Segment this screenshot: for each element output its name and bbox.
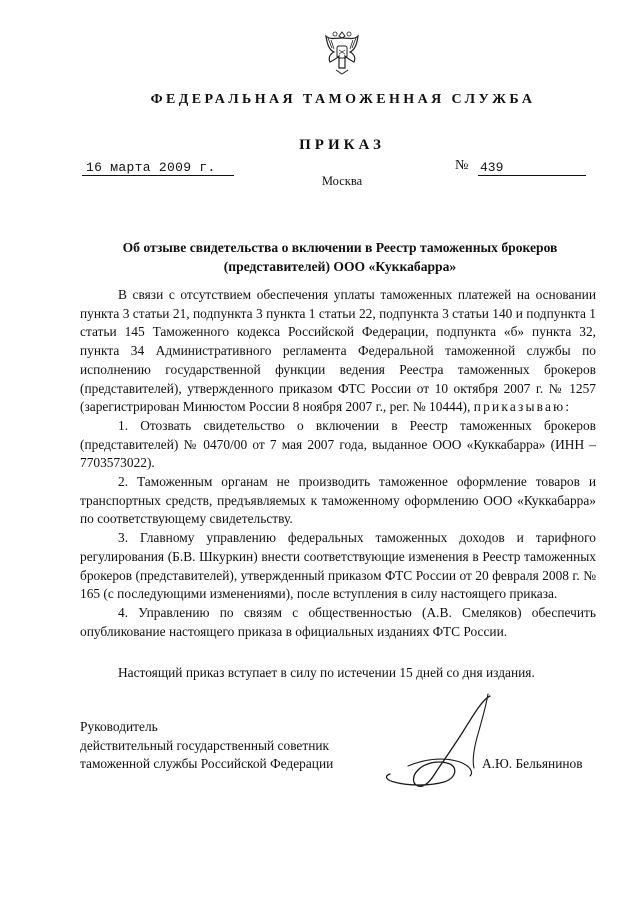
intro-text: В связи с отсутствием обеспечения уплаты таможенных платежей на основании пункта 3 статьи 21, подпункта 3 пункта 1 статьи 22, подпункта 3 статьи 140 и подпункта 1 статьи 145 Таможенного кодекса Российской Федерации, подпункта «б» пункта 32, пункта 34 Административного регламента Федеральной таможенной службы по исполнению государственной функции ведения Реестра таможенных брокеров (представителей), утвержденного приказом ФТС России от 10 октября 2007 г. № 1257 (зарегистрирован Минюстом России 8 ноября 2007 г., рег. № 10444),	[80, 287, 596, 415]
city: Москва	[321, 174, 363, 188]
order-number: 439	[478, 160, 586, 176]
signatory-title	[80, 718, 333, 774]
subject-line-1: Об отзыве свидетельства о включении в Реестр таможенных брокеров	[122, 240, 558, 255]
order-item-1: 1. Отозвать свидетельство о включении в Реестр таможенных брокеров (представителей) № 0470/00 от 7 мая 2007 года, выданное ООО «Куккабарра» (ИНН – 7703573022).	[80, 417, 596, 471]
signatory-title-line-3: таможенной службы Российской Федерации	[80, 756, 334, 772]
agency-name: ФЕДЕРАЛЬНАЯ ТАМОЖЕННАЯ СЛУЖБА	[150, 92, 536, 107]
decree-word: приказываю:	[473, 399, 572, 415]
signatory-name: А.Ю. Бельянинов	[482, 756, 583, 771]
order-date: 16 марта 2009 г.	[82, 160, 234, 176]
signatory-title-line-1: Руководитель	[80, 719, 158, 734]
handwritten-signature-icon	[378, 690, 498, 800]
subject-line-2: (представителей) ООО «Куккабарра»	[223, 259, 457, 274]
order-body	[80, 286, 596, 641]
signatory-title-line-2: действительный государственный советник	[80, 737, 330, 753]
number-sign: №	[455, 158, 469, 173]
order-item-4: 4. Управлению по связям с общественностью (А.В. Смеляков) обеспечить опубликование настоящего приказа в официальных изданиях ФТС России.	[80, 604, 596, 639]
order-item-2: 2. Таможенным органам не производить таможенное оформление товаров и транспортных средств, предъявляемых к таможенному оформлению ООО «Куккабарра» по соответствующему свидетельству.	[80, 474, 596, 527]
order-item-3: 3. Главному управлению федеральных таможенных доходов и тарифного регулирования (Б.В. Шкуркин) внести соответствующие изменения в Реестр таможенных брокеров (представителей), утвержденный приказом ФТС России от 20 февраля 2008 г. № 165 (с последующими изменениями), после вступления в силу настоящего приказа.	[80, 530, 596, 602]
intro-paragraph	[80, 286, 596, 417]
document-type: ПРИКАЗ	[299, 137, 385, 153]
russian-coat-of-arms-icon	[322, 28, 362, 76]
effective-date-note: Настоящий приказ вступает в силу по истечении 15 дней со дня издания.	[118, 665, 535, 680]
order-subject	[90, 238, 590, 276]
